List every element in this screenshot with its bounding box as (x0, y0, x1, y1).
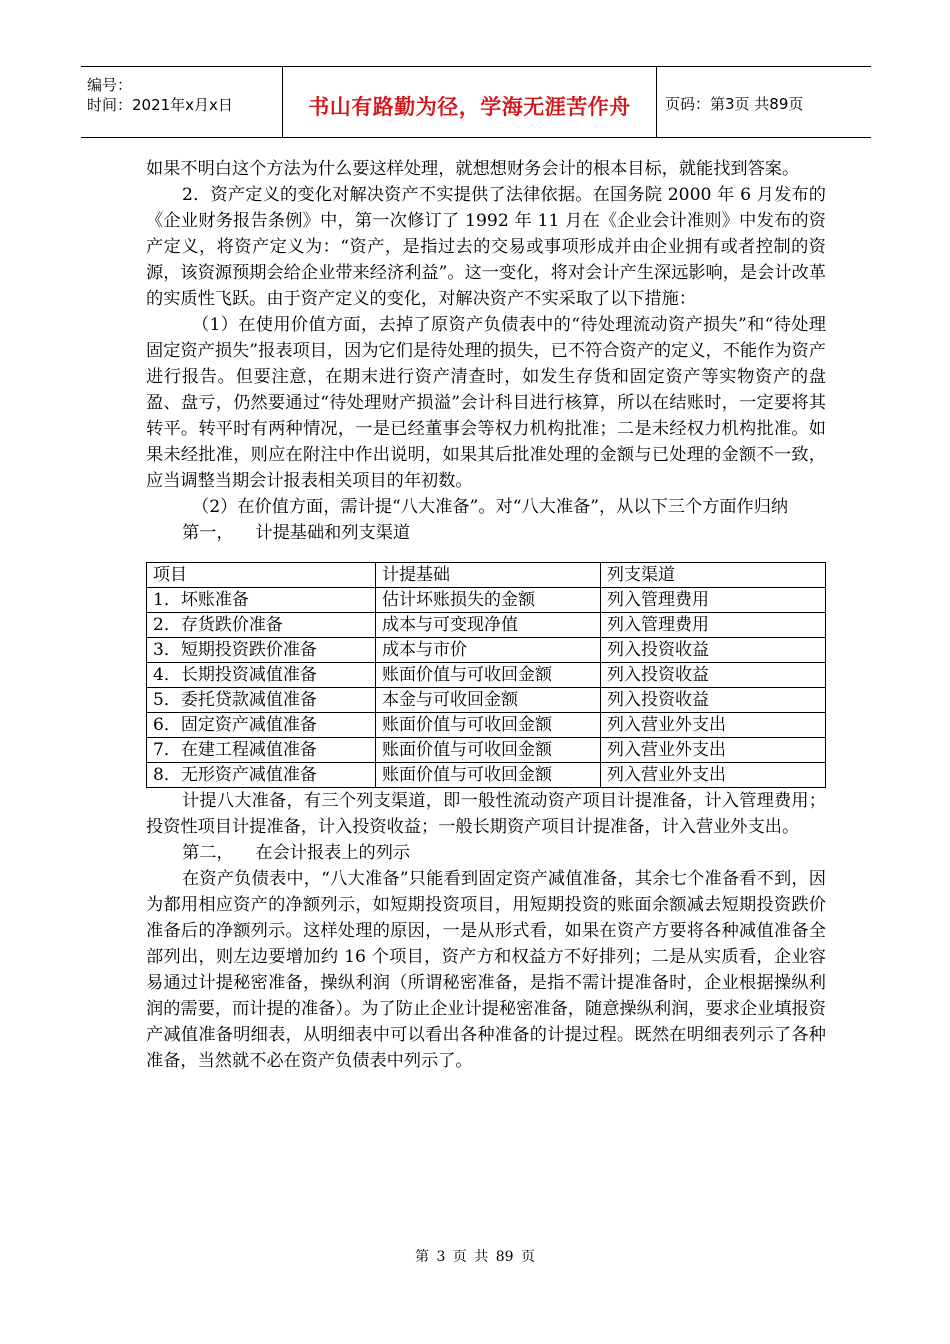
document-body (146, 156, 826, 1074)
table-cell: 账面价值与可收回金额 (376, 713, 601, 738)
table-cell: 列入营业外支出 (601, 713, 826, 738)
table-cell: 估计坏账损失的金额 (376, 588, 601, 613)
table-cell: 4．长期投资减值准备 (147, 663, 376, 688)
table-cell: 7．在建工程减值准备 (147, 738, 376, 763)
paragraph: （2）在价值方面，需计提“八大准备”。对“八大准备”，从以下三个方面作归纳 (192, 497, 789, 517)
table-row (147, 688, 826, 713)
table-cell: 列入管理费用 (601, 588, 826, 613)
paragraph: 2．资产定义的变化对解决资产不实提供了法律依据。在国务院 2000 年 6 月发布的《企业财务报告条例》中，第一次修订了 1992 年 11 月在《企业会计准则》中发布的资产定义，将资产定义为：“资产，是指过去的交易或事项形成并由企业拥有或者控制的资源，该资源预期会给企业带来经济利益”。这一变化，将对会计产生深远影响，是会计改革的实质性飞跃。由于资产定义的变化，对解决资产不实采取了以下措施： (146, 185, 826, 309)
table-cell: 3．短期投资跌价准备 (147, 638, 376, 663)
header-page-info: 页码：第3页 共89页 (665, 95, 804, 113)
paragraph: 计提八大准备，有三个列支渠道，即一般性流动资产项目计提准备，计入管理费用；投资性项目计提准备，计入投资收益；一般长期资产项目计提准备，计入营业外支出。 (146, 791, 826, 837)
table-cell: 成本与可变现净值 (376, 613, 601, 638)
table-header-cell: 项目 (147, 563, 376, 588)
header-page-cell (657, 67, 871, 137)
doc-time-label: 时间：2021年x月x日 (87, 96, 233, 114)
table-row (147, 638, 826, 663)
section-heading-first: 第一， 计提基础和列支渠道 (182, 523, 411, 543)
table-header-cell: 计提基础 (376, 563, 601, 588)
table-row (147, 713, 826, 738)
paragraph: （1）在使用价值方面，去掉了原资产负债表中的“待处理流动资产损失”和“待处理固定资产损失”报表项目，因为它们是待处理的损失，已不符合资产的定义，不能作为资产进行报告。但要注意，在期末进行资产清查时，如发生存货和固定资产等实物资产的盘盈、盘亏，仍然要通过“待处理财产损溢”会计科目进行核算，所以在结账时，一定要将其转平。转平时有两种情况，一是已经董事会等权力机构批准；二是未经权力机构批准。如果未经批准，则应在附注中作出说明，如果其后批准处理的金额与已处理的金额不一致，应当调整当期会计报表相关项目的年初数。 (146, 315, 826, 491)
header-meta-cell (81, 67, 283, 137)
paragraph: 如果不明白这个方法为什么要这样处理，就想想财务会计的根本目标，就能找到答案。 (146, 159, 800, 179)
table-cell: 8．无形资产减值准备 (147, 763, 376, 788)
table-cell: 列入投资收益 (601, 638, 826, 663)
table-row (147, 763, 826, 788)
table-row (147, 613, 826, 638)
table-cell: 本金与可收回金额 (376, 688, 601, 713)
section-heading-second: 第二， 在会计报表上的列示 (182, 843, 411, 863)
table-cell: 5．委托贷款减值准备 (147, 688, 376, 713)
table-cell: 列入管理费用 (601, 613, 826, 638)
table-header-row (147, 563, 826, 588)
table-cell: 账面价值与可收回金额 (376, 763, 601, 788)
provisions-table (146, 562, 826, 788)
table-row (147, 588, 826, 613)
table-row (147, 738, 826, 763)
table-cell: 列入营业外支出 (601, 738, 826, 763)
table-cell: 账面价值与可收回金额 (376, 663, 601, 688)
paragraph: 在资产负债表中，“八大准备”只能看到固定资产减值准备，其余七个准备看不到，因为都用相应资产的净额列示，如短期投资项目，用短期投资的账面余额减去短期投资跌价准备后的净额列示。这样处理的原因，一是从形式看，如果在资产方要将各种减值准备全部列出，则左边要增加约 16 个项目，资产方和权益方不好排列；二是从实质看，企业容易通过计提秘密准备，操纵利润（所谓秘密准备，是指不需计提准备时，企业根据操纵利润的需要，而计提的准备）。为了防止企业计提秘密准备，随意操纵利润，要求企业填报资产减值准备明细表，从明细表中可以看出各种准备的计提过程。既然在明细表列示了各种准备，当然就不必在资产负债表中列示了。 (146, 869, 826, 1071)
table-cell: 6．固定资产减值准备 (147, 713, 376, 738)
header-motto-cell (283, 67, 657, 137)
doc-number-label: 编号： (87, 76, 133, 94)
table-cell: 成本与市价 (376, 638, 601, 663)
table-cell: 2．存货跌价准备 (147, 613, 376, 638)
table-cell: 账面价值与可收回金额 (376, 738, 601, 763)
page-header (81, 66, 871, 138)
page-footer: 第 3 页 共 89 页 (415, 1249, 535, 1265)
table-cell: 列入投资收益 (601, 663, 826, 688)
table-cell: 1．坏账准备 (147, 588, 376, 613)
table-cell: 列入营业外支出 (601, 763, 826, 788)
table-header-cell: 列支渠道 (601, 563, 826, 588)
header-motto: 书山有路勤为径，学海无涯苦作舟 (308, 95, 631, 119)
table-row (147, 663, 826, 688)
table-cell: 列入投资收益 (601, 688, 826, 713)
